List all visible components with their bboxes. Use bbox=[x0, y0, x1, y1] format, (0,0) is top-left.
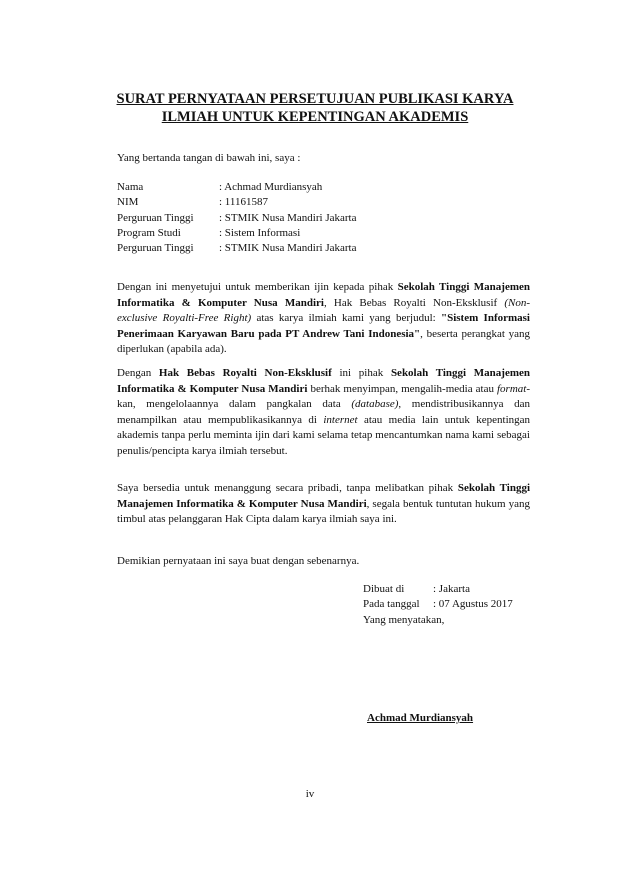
title-line-2: ILMIAH UNTUK KEPENTINGAN AKADEMIS bbox=[161, 109, 469, 125]
field-label: Perguruan Tinggi bbox=[117, 242, 194, 255]
field-value: : STMIK Nusa Mandiri Jakarta bbox=[219, 211, 357, 224]
institution-name: Sekolah Tinggi Manajemen Informatika & Komputer Nusa Mandiri bbox=[117, 281, 530, 309]
text-run: Dengan ini menyetujui untuk memberikan ijin kepada pihak bbox=[117, 281, 398, 293]
text-run: , beserta perangkat yang diperlukan (apabila ada). bbox=[117, 327, 530, 355]
field-row-program bbox=[117, 226, 356, 241]
field-row-university bbox=[117, 211, 356, 226]
text-run: Saya bersedia untuk menanggung secara pribadi, tanpa melibatkan pihak bbox=[117, 482, 458, 494]
thesis-title: "Sistem Informasi Penerimaan Karyawan Baru pada PT Andrew Tani Indonesia" bbox=[117, 312, 530, 340]
text-run: berhak menyimpan, mengalih-media atau bbox=[307, 382, 497, 395]
field-value: : Achmad Murdiansyah bbox=[219, 181, 323, 193]
sign-place-value: : Jakarta bbox=[433, 583, 470, 595]
license-term: (Non-exclusive Royalti-Free Right) bbox=[117, 296, 531, 324]
sign-date-row bbox=[363, 597, 513, 612]
text-run: -kan, mengelolaannya dalam pangkalan data bbox=[117, 382, 531, 410]
field-label: NIM bbox=[117, 196, 139, 209]
field-label: Nama bbox=[117, 181, 144, 193]
field-row-university-2 bbox=[117, 241, 356, 256]
signer-name: Achmad Murdiansyah bbox=[367, 712, 474, 724]
field-value: : Sistem Informasi bbox=[219, 226, 301, 239]
field-label: Program Studi bbox=[117, 226, 181, 239]
text-run: , Hak Bebas Royalti Non-Eksklusif bbox=[323, 296, 505, 309]
page-number: iv bbox=[305, 788, 315, 800]
institution-name: Sekolah Tinggi Manajemen Informatika & Komputer Nusa Mandiri bbox=[117, 367, 531, 395]
italic-term: (database) bbox=[351, 398, 399, 410]
field-value: : 11161587 bbox=[219, 196, 268, 209]
field-value: : STMIK Nusa Mandiri Jakarta bbox=[219, 242, 357, 255]
field-row-nim bbox=[117, 195, 356, 210]
paragraph-liability bbox=[117, 481, 530, 528]
document-title bbox=[100, 90, 530, 126]
identity-fields bbox=[117, 180, 356, 256]
sign-date-value: : 07 Agustus 2017 bbox=[433, 598, 513, 611]
italic-term: internet bbox=[323, 413, 358, 426]
signature-block bbox=[363, 582, 513, 628]
text-run: Dengan bbox=[117, 367, 159, 379]
paragraph-closing: Demikian pernyataan ini saya buat dengan sebenarnya. bbox=[117, 555, 360, 567]
sign-closing: Yang menyatakan, bbox=[363, 613, 445, 626]
field-row-name bbox=[117, 180, 356, 195]
text-run: atau media lain untuk kepentingan akademis tanpa perlu meminta ijin dari kami selama tetap mencantumkan nama kami sebagai penulis/pencipta karya ilmiah tersebut. bbox=[117, 413, 531, 457]
text-run: , segala bentuk tuntutan hukum yang timbul atas pelanggaran Hak Cipta dalam karya ilmiah saya ini. bbox=[117, 497, 530, 525]
intro-text: Yang bertanda tangan di bawah ini, saya : bbox=[117, 152, 301, 164]
title-line-1: SURAT PERNYATAAN PERSETUJUAN PUBLIKASI KARYA bbox=[116, 91, 514, 107]
text-run: , mendistribusikannya dan menampilkan atau mempublikasikannya di bbox=[117, 398, 530, 426]
text-run: atas karya ilmiah kami yang berjudul: bbox=[251, 312, 441, 324]
license-name: Hak Bebas Royalti Non-Eksklusif bbox=[158, 367, 332, 379]
paragraph-consent bbox=[117, 280, 530, 358]
sign-place-label: Dibuat di bbox=[363, 583, 405, 595]
field-label: Perguruan Tinggi bbox=[117, 211, 194, 224]
sign-date-label: Pada tanggal bbox=[363, 598, 420, 611]
italic-term: format bbox=[497, 382, 527, 395]
sign-place-row bbox=[363, 582, 513, 597]
paragraph-rights bbox=[117, 366, 530, 459]
institution-name: Sekolah Tinggi Manajemen Informatika & Komputer Nusa Mandiri bbox=[117, 482, 530, 510]
text-run: ini pihak bbox=[331, 367, 391, 379]
